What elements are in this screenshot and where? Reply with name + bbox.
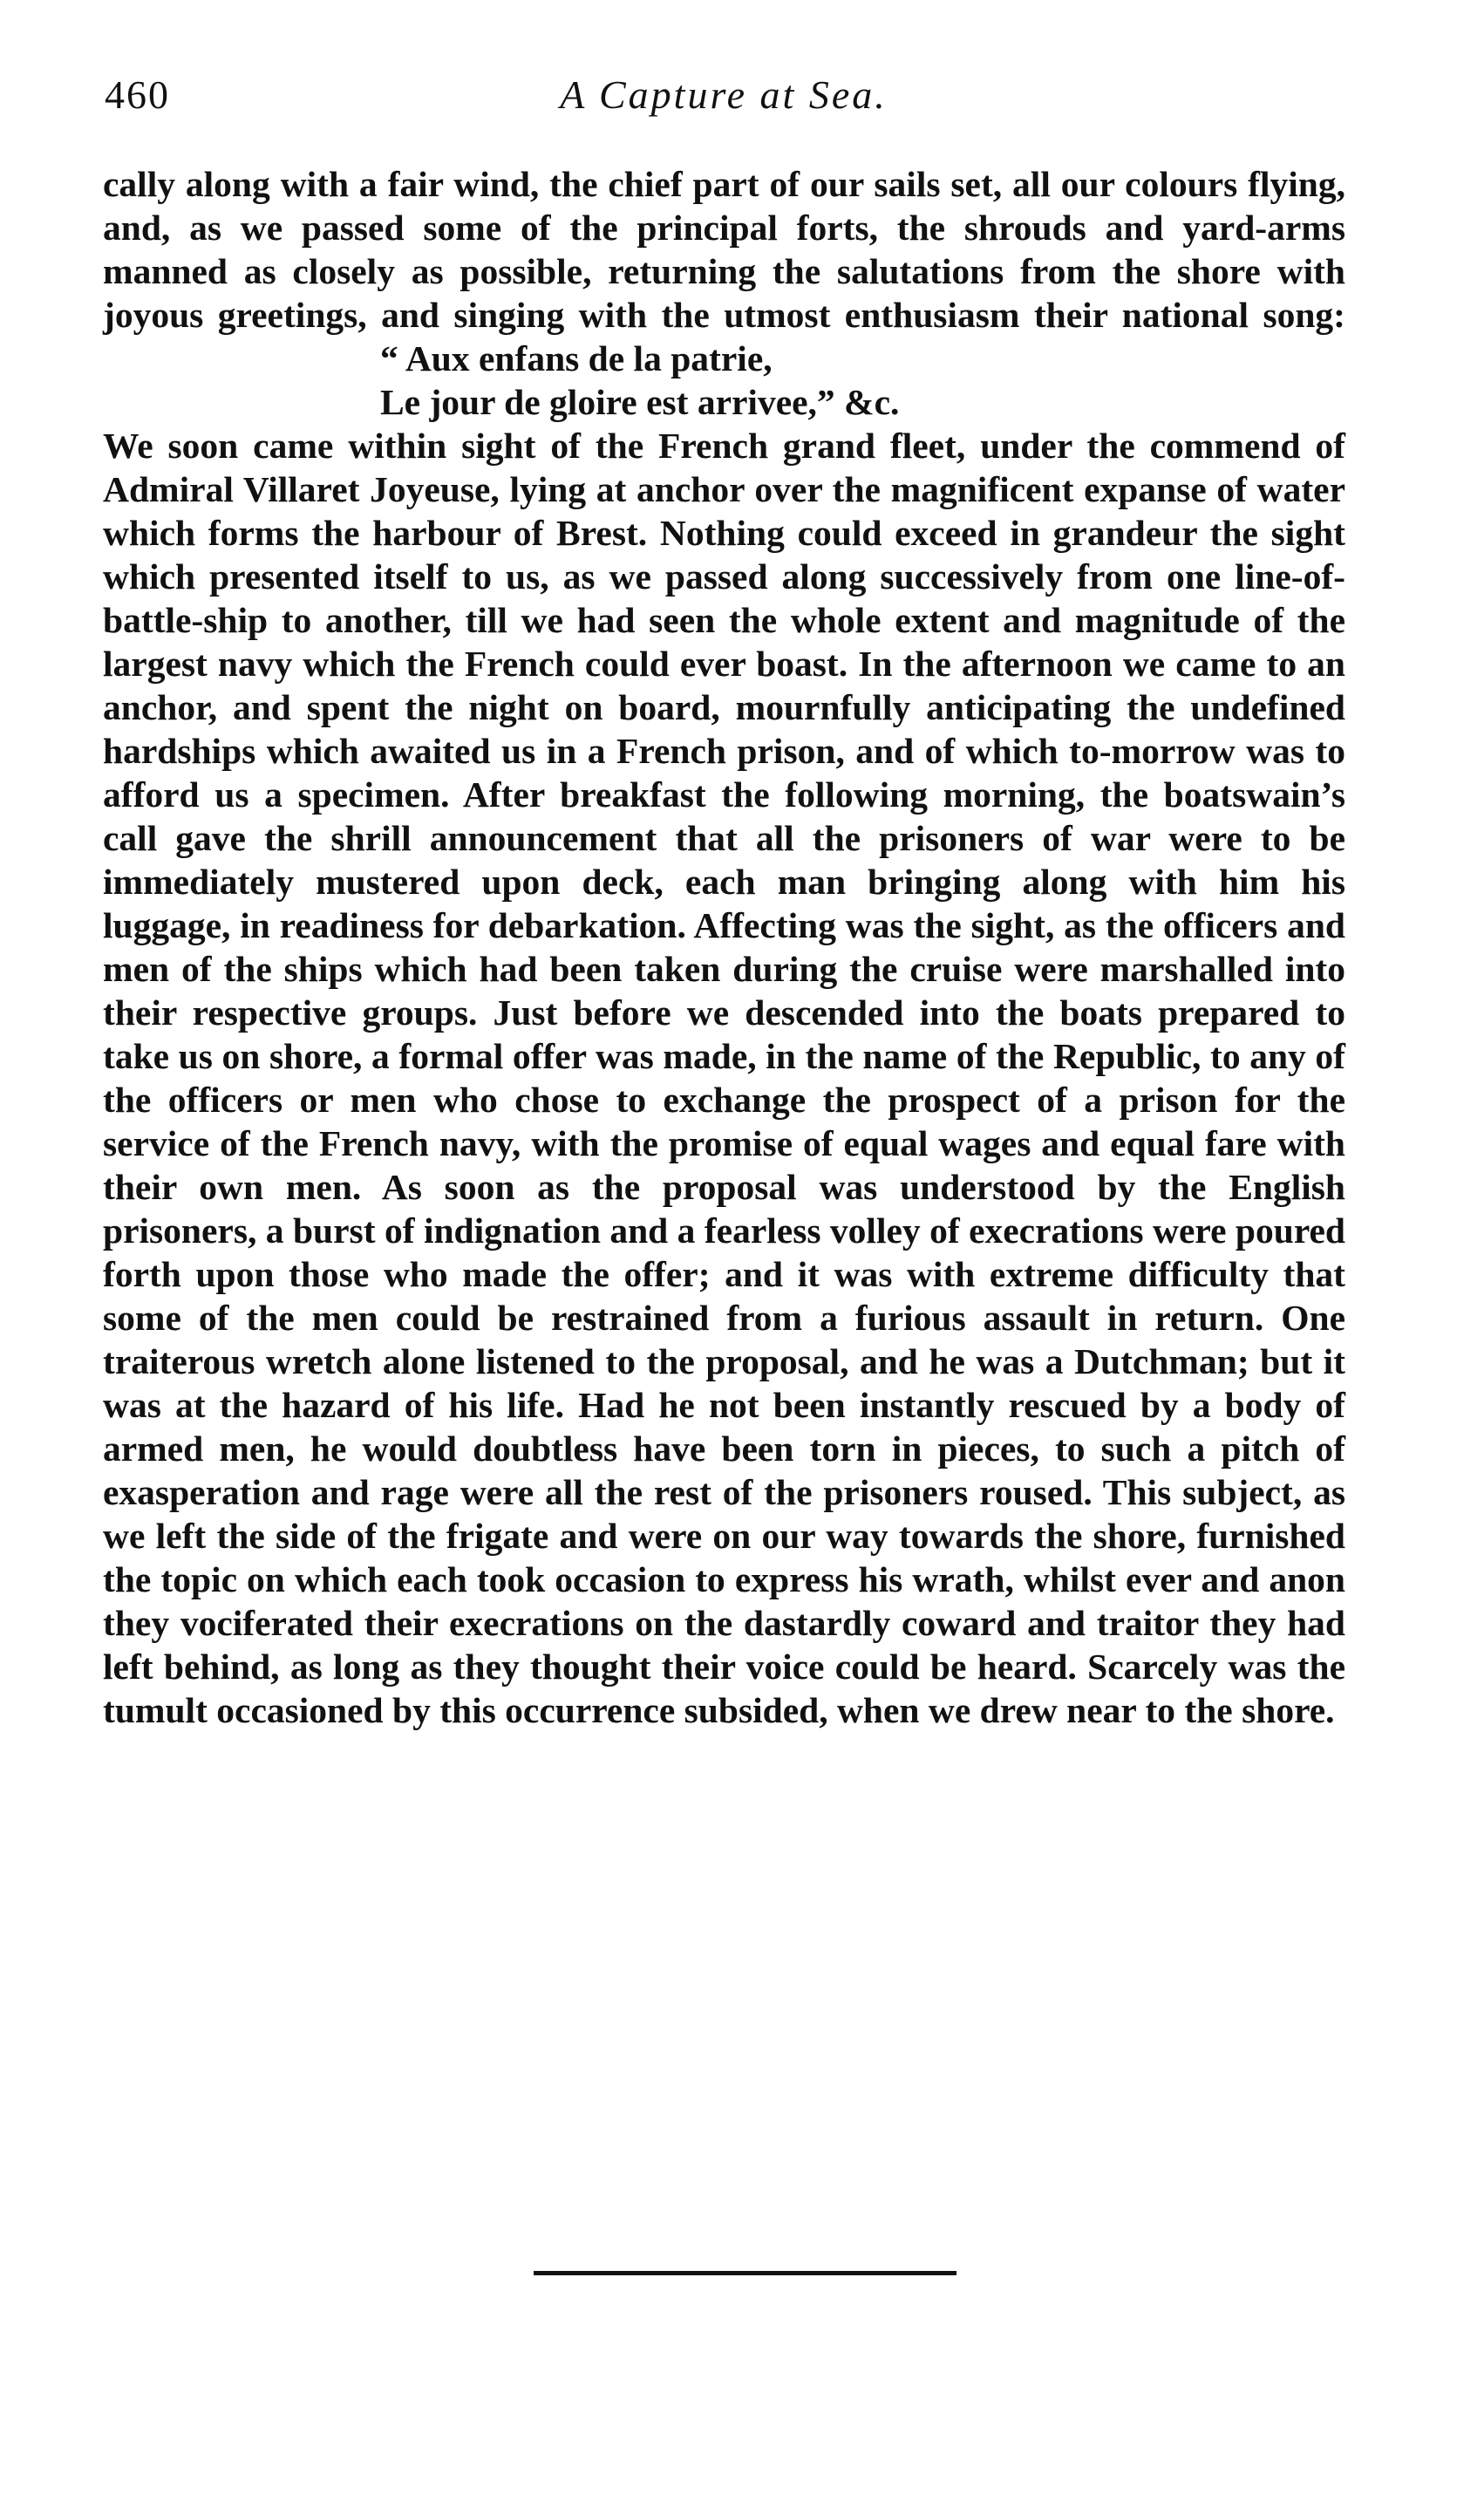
verse-line: “ Aux enfans de la patrie, (380, 338, 773, 378)
paragraph-main: We soon came within sight of the French grand fleet, under the commend of Admiral Villaret Joyeuse, lying at anchor over the magnificent expanse of water which forms the harbour of Brest. Nothing could exceed in grandeur the sight which presented itself to us, as we passed along successively from one line-of-battle-ship to another, till we had seen the whole extent and magnitude of the largest navy which the French could ever boast. In the afternoon we came to an anchor, and spent the night on board, mournfully anticipating the undefined hardships which awaited us in a French prison, and of which to-morrow was to afford us a specimen. After breakfast the following morning, the boatswain’s call gave the shrill announcement that all the prisoners of war were to be immediately mustered upon deck, each man bringing along with him his luggage, in readiness for debarkation. Affecting was the sight, as the officers and men of the ships which had been taken during the cruise were marshalled into their respective groups. Just before we descended into the boats prepared to take us on shore, a formal offer was made, in the name of the Republic, to any of the officers or men who chose to exchange the prospect of a prison for the service of the French navy, with the promise of equal wages and equal fare with their own men. As soon as the proposal was understood by the English prisoners, a burst of indignation and a fearless volley of execrations were poured forth upon those who made the offer; and it was with extreme difficulty that some of the men could be restrained from a furious assault in return. One traiterous wretch alone listened to the proposal, and he was a Dutchman; but it was at the hazard of his life. Had he not been instantly rescued by a body of armed men, he would doubtless have been torn in pieces, to such a pitch of exasperation and rage were all the rest of the prisoners roused. This subject, as we left the side of the frigate and were on our way towards the shore, furnished the topic on which each took occasion to express his wrath, whilst ever and anon they vociferated their execrations on the dastardly coward and traitor they had left behind, as long as they thought their voice could be heard. Scarcely was the tumult occasioned by this occurrence subsided, when we drew near to the shore. (103, 426, 1345, 1730)
running-title: A Capture at Sea. (560, 72, 888, 117)
running-head (105, 72, 1343, 133)
page-number: 460 (105, 72, 170, 117)
paragraph-continued: cally along with a fair wind, the chief part of our sails set, all our colours flying, and, as we passed some of the principal forts, the shrouds and yard-arms manned as closely as possible, returning the salutations from the shore with joyous greetings, and singing with the utmost enthusiasm their national song: (103, 164, 1345, 335)
section-end-rule (534, 2271, 956, 2275)
body-text (103, 162, 1345, 1732)
verse-quotation (103, 337, 1345, 424)
verse-line: Le jour de gloire est arrivee,” &c. (380, 382, 900, 422)
